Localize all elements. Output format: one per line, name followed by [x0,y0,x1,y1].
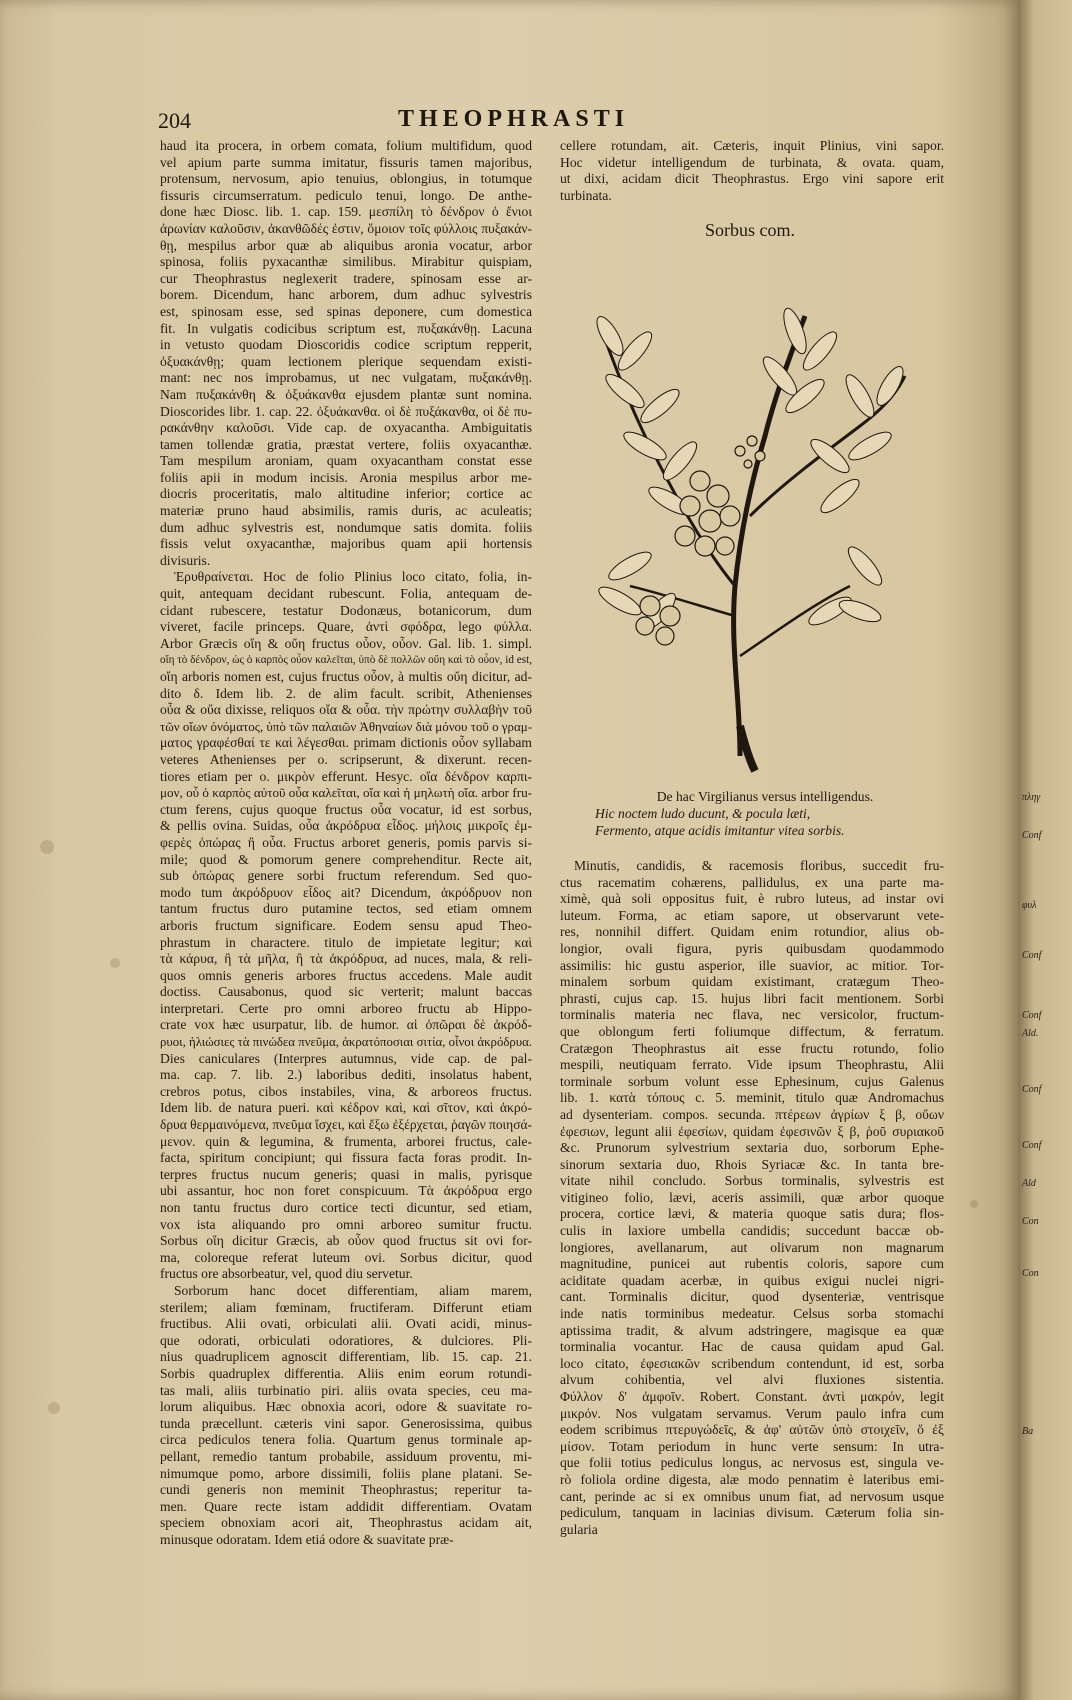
text-line: longior, ovali figura, pyris quibusdam quodammodo [560,940,944,956]
text-line: longiores, avellanarum, aut olivarum non magnarum [560,1239,944,1255]
text-line: foliis apii in modum incisis. Aronia mespilus arbor me- [160,469,532,485]
text-line: pediculum, tanquam in lacinias divisum. Cæterum folia sin- [560,1505,944,1521]
text-line: tunda præcellunt. cæteris vini sapor. Generosissima, quibus [160,1415,532,1431]
stain [110,958,120,968]
text-line: vitate nihil concludo. Sorbus torminalis, sylvestris est [560,1173,944,1189]
text-line: doctiss. Causabonus, quod sic verterit; malunt baccas [160,984,532,1000]
text-line: crebros potus, cibos instabiles, vina, & arboreos fructus. [160,1083,532,1099]
text-line: ματος γραφέσθαί τε καὶ λέγεσθαι. primam dictionis οὖον syllabam [160,735,532,751]
text-line: aciditate quadam acerbæ, in quibus exigui nuclei nigri- [560,1272,944,1288]
text-line: minusque odoratam. Idem etiá odore & suavitate præ- [160,1531,454,1547]
text-line: ma. cap. 7. lib. 2.) laboribus dediti, insolatus habent, [160,1067,532,1083]
text-line: borem. Dicendum, hanc arborem, dum adhuc sylvestris [160,287,532,303]
text-line: eodem scribimus πτερυγώδεῖς, & ἀφ' αὐτῶν ὑπὸ στοιχεῖν, ὅ ἐξ [560,1422,944,1438]
text-line: speciem obnoxiam acori ait, Theophrastus acidam ait, [160,1515,532,1531]
text-line: circa pediculos tenera folia. Quartum genus torminale ap- [160,1432,532,1448]
text-line: vel apium parte summa imitatur, fissuris tamen majoribus, [160,154,532,170]
text-line: tas mali, aliis turbinatio piri. aliis ovata species, ceu ma- [160,1382,532,1398]
text-line: divisuris. [160,552,211,568]
text-line: ad dysenteriam. compos. secunda. πτέρεων ἀγρίων ξ β, οὔων [560,1106,944,1122]
stain [48,1402,60,1414]
text-line: cidant rubescere, testatur Dodonæus, botanicorum, dum [160,602,532,618]
text-line: viveret, facile princeps. Quare, ἀντὶ σφόδρα, lego φύλλα. [160,619,532,635]
text-line: nius quadruplicem agnoscit differentiam, lib. 15. cap. 21. [160,1349,532,1365]
text-line: magnitudine, punicei aut rubentis coloris, sapore cum [560,1256,944,1272]
text-line: facta, spiritum concipiunt; qui fissura facta foras prodit. In- [160,1150,532,1166]
text-line: Ἐρυθραίνεται. Hoc de folio Plinius loco citato, folia, in- [174,569,532,585]
caption-verse-1: Hic noctem ludo ducunt, & pocula læti, [595,806,811,821]
text-line: tantum fructus duro putamine tectos, sed etiam omnem [160,901,532,917]
text-line: ubi assantur, hoc non foret conspicuum. Τὰ ἀκρόδρυα ergo [160,1183,532,1199]
text-line: Hoc videtur intelligendum de turbinata, & ovata. quam, [560,154,944,170]
text-line: rò foliola ordine digesta, alæ modo pennatim è lateribus emi- [560,1471,944,1487]
text-line: vitigineo folio, lævi, aceris assimili, quæ arbor quoque [560,1189,944,1205]
margin-fragment: Conf [1022,1140,1042,1151]
text-line: θῃ, mespilus arbor quæ ab aliquibus aronia vocatur, arbor [160,237,532,253]
text-line: terpres fructus nucum generis; quasi in malis, pyrisque [160,1166,532,1182]
margin-fragment: Conf [1022,1084,1042,1095]
margin-fragment: Ba [1022,1426,1034,1437]
text-line: Minutis, candidis, & racemosis floribus, succedit fru- [574,858,944,873]
text-line: & pellis ovina. Suidas, οὖα ἀκρόδρυα εἶδος. μήλοις μικροῖς ἐμ- [160,818,532,834]
text-line: Sorborum hanc docet differentiam, aliam marem, [174,1282,532,1298]
margin-fragment: Ald [1022,1178,1036,1189]
text-line: torminalis materia nec flava, nec versicolor, fructum- [560,1007,944,1023]
text-line: fructus ore absorbeatur, vel, quod diu servetur. [160,1266,413,1282]
text-line: assimilis: hic gustu asperior, ille suavior, ac mitior. Tor- [560,957,944,973]
margin-fragment: φυλ [1022,900,1037,911]
woodcut-figure [590,220,910,820]
text-line: sub ὀπώρας genere sorbi fructum referendum. Sed quo- [160,868,532,884]
caption-verse-2: Fermento, atque acidis imitantur vitea sorbis. [595,823,845,838]
margin-fragment: Conf [1022,1010,1042,1021]
text-line: ρυοι, ἡλιώσιες τὰ πινώδεα πνεῦμα, ἀκρατόποσιαι σιτία, οἶνοι ἀκρόδρυα. [160,1035,532,1050]
text-line: cur Theophrastus neglexerit tradere, spinosam esse ar- [160,270,532,286]
text-line: Sorbus οἴη dicitur Græcis, ab οὖον quod fructus sit ovi for- [160,1233,532,1249]
figure-caption [585,788,945,839]
text-line: men. Quare recte istam addidit differentiam. Ovatam [160,1498,532,1514]
text-line: ma, coloreque referat luteum ovi. Sorbus dicitur, quod [160,1249,532,1265]
text-line: aptissima tradit, & alvum adstringere, magisque ea quæ [560,1322,944,1338]
text-line: crate vox hæc usurpatur, lib. de humor. αἱ ὀπῶραι δὲ ἀκρόδ- [160,1017,532,1033]
running-title: THEOPHRASTI [398,106,630,132]
text-line: lib. 1. κατὰ τόπους c. 5. meminit, titulo quæ Andromachus [560,1090,944,1106]
text-line: gularia [560,1521,598,1537]
text-line: luteum. Forma, ac etiam sapore, ut observarunt vete- [560,907,944,923]
text-line: vox ista aliquando pro omni arboreo sumitur fructu. [160,1216,532,1232]
text-line: pellant, remedio tantum probabile, assiduum proventu, mi- [160,1448,532,1464]
stain [970,1200,978,1208]
text-line: diocris proceritatis, malo altitudine inferior; cortice ac [160,486,532,502]
text-line: tiores etiam per o. μικρὸν efferunt. Hesyc. οἴα δένδρον καρπι- [160,768,532,784]
text-line: loco citato, ἐφεσιακῶν scribendum contendunt, id est, sorba [560,1355,944,1371]
margin-fragment: πληγ [1022,792,1041,803]
text-line: tamen tollendæ gratia, præstat vertere, foliis oxyacanthæ. [160,436,532,452]
text-line: inde natis torminibus medeatur. Celsus sorba stomachi [560,1306,944,1322]
text-line: veteres Athenienses per o. scripserunt, & dixerunt. recen- [160,751,532,767]
text-line: arboris fructum significare. Eodem sensu apud Theo- [160,917,532,933]
figure-title: Sorbus com. [705,220,795,240]
text-line: culis in laxiore umbella candidis; succedunt baccæ ob- [560,1223,944,1239]
text-line: minalem sorbum quidam existimant, cratægum Theo- [560,974,944,990]
text-line: quos omnis generis arbores fructus accedens. Male audit [160,967,532,983]
text-line: Nam πυξακάνθη & ὀξυάκανθα ejusdem plantæ sunt nomina. [160,386,532,402]
text-line: μον, οὗ ὁ καρπὸς αὐτοῦ οὖα καλεῖται, οἴα καὶ ἡ μηλωτὴ οἴα. arbor fru- [160,785,532,801]
text-line: Idem lib. de natura pueri. καὶ κέδρον καὶ, καὶ σῖτον, καὶ ἀκρό- [160,1100,532,1116]
text-line: dum adhuc sylvestris est, nondumque satis domita. foliis [160,519,532,535]
text-line: sterilem; aliam fœminam, fructiferam. Differunt etiam [160,1299,532,1315]
text-line: ctum ferens, cujus quoque fructus οὖα vocatur, id est sorbus, [160,801,532,817]
text-line: Dioscorides libr. 1. cap. 22. ὀξυάκανθα. οἱ δὲ πυξάκανθα, οἱ δὲ πυ- [160,403,532,419]
text-line: quit, antequam decidant rubescunt. Folia, antequam de- [160,586,532,602]
text-line: ρακάνθην καλοῦσι. Vide cap. de oxyacantha. Ambiguitatis [160,420,532,436]
next-page-edge [1018,0,1072,1700]
text-line: Tam mespilum aroniam, quam oxyacantham constat esse [160,453,532,469]
text-line: protensum, nervosum, apio tenuius, oblongius, in totumque [160,171,532,187]
text-line: ximè, quà soli oppositus fuit, è rubro luteus, ad instar ovi [560,891,944,907]
text-line: modo tum ἀκρόδρυον εἶδος ait? Dicendum, ἀκρόδρυον non [160,884,532,900]
text-line: mant: nec nos improbamus, ut nec vulgatam, πυξακάνθῃ. [160,370,532,386]
text-line: mespili, neutiquam ferrato. Vide ipsum Theophrastu, Alii [560,1057,944,1073]
text-line: ἐφεσιων, legunt alii ἐφεσίων, quidam ἐφεσινῶν ξ β, ῥοῦ συριακοῦ [560,1123,944,1139]
text-line: δρυα θερμαινόμενα, πνεῦμα ἴσχει, καὶ ἔξω ἐξέρχεται, ῥαγῶν ποιησά- [160,1117,532,1133]
page-header [158,108,918,138]
text-line: μικρόν. Nos vulgatam servamus. Verum paulo infra cum [560,1405,944,1421]
text-line: mile; quod & pomorum genere comprehenditur. Recte ait, [160,851,532,867]
text-line: ὀξυακάνθῃ; quam lectionem plerique sequendam existi- [160,353,532,369]
text-line: ἀρωνίαν καλοῦσιν, ἀκανθῶδές ἐστιν, ὅμοιον τοῖς φύλλοις πυξακάν- [160,220,532,236]
text-line: procera, cortice lævi, & materia quoque satis dura; flos- [560,1206,944,1222]
text-line: phrasti, cujus cap. 15. hujus libri facit mentionem. Sorbi [560,990,944,1006]
text-line: fissis velut oxyacanthæ, majoribus quam apii hortensis [160,536,532,552]
text-line: τῶν οἴων ὀνόματος, ὑπὸ τῶν παλαιῶν Ἀθηναίων διὰ μόνου τοῦ ο γραμ- [160,718,533,734]
text-line: Cratægon Theophrastus ait esse fructu rotundo, folio [560,1040,944,1056]
page-number: 204 [158,108,191,133]
text-line: que odorati, orbiculati odoratiores, & dulciores. Pli- [160,1332,532,1348]
text-line: Φύλλον δ' ἀμφοῖν. Robert. Constant. ἀντὶ μακρόν, legit [560,1389,944,1404]
text-line: dito δ. Idem lib. 2. de alim facult. scribit, Athenienses [160,685,532,701]
text-line: phrastum in charactere. titulo de impietate legitur; καὶ [160,934,532,950]
text-line: ut dixi, acidam dicit Theophrastus. Ergo vini sapore erit [560,171,944,187]
text-line: non tantu fructus duro cortice tecti dicuntur, sed etiam, [160,1200,532,1215]
caption-heading: De hac Virgilianus versus intelligendus. [656,789,874,804]
text-line: torminalia vocantur. Hac de causa quidam apud Gal. [560,1339,944,1355]
text-line: οἴη arboris nomen est, cujus fructus οὖον, à multis οὔη dicitur, ad- [160,669,532,684]
text-line: οὖα & οὔα dixisse, reliquos οἴα & οὖα. τὴν πρώτην συλλαβὴν τοῦ [160,702,532,718]
stain [40,840,54,854]
text-line: torminale sorbum volunt esse Ephesinum, cujus Galenus [560,1073,944,1089]
text-line: que oblongum ferti foliumque diffectum, & ferratum. [560,1023,944,1039]
text-line: turbinata. [560,187,612,203]
text-line: lorum aliquibus. Hæc obnoxia acori, odore & suavitate ro- [160,1399,532,1415]
margin-fragment: Con [1022,1216,1039,1227]
text-line: cellere rotundam, ait. Cæteris, inquit Plinius, vini sapor. [560,138,944,153]
text-line: οἴη τὸ δένδρον, ὡς ὁ καρπὸς οὖον καλεῖται, ὑπὸ δὲ πολλῶν οὔη καὶ τὸ οὖον, id est, [160,654,532,667]
text-line: materiæ pruno haud absimilis, ramis duris, ac aculeatis; [160,503,532,519]
text-line: spinosa, foliis pyxacanthæ similibus. Mirabitur quispiam, [160,254,532,270]
text-line: sinorum sextaria duo, Rhois Syriacæ &c. In tanta bre- [560,1156,944,1172]
text-line: fissuris circumserratum. pediculo tenui, longo. De anthe- [160,187,532,203]
text-line: cundi generis non meminit Theophrastus; reperitur ta- [160,1482,532,1498]
text-line: cant. Torminalis dicitur, quod dysenteriæ, ventrisque [560,1289,944,1305]
text-line: fit. In vulgatis codicibus scriptum est, πυξακάνθῃ. Lacuna [160,320,532,336]
text-line: alvum cohibentia, vel alvi fluxiones sistentia. [560,1372,944,1388]
sorbus-woodcut-illustration [590,256,910,776]
text-line: est, spinosam esse, sed spinas deponere, cum domestica [160,303,532,319]
text-line: τὰ κάρυα, ἢ τὰ μῆλα, ἢ τὰ ἀκρόδρυα, ad nuces, mala, & reli- [160,951,532,967]
text-line: res, nonnihil differt. Quidam enim rotundior, alius ob- [560,924,944,940]
text-line: μενον. quin & legumina, & frumenta, arborei fructus, cale- [160,1133,532,1149]
text-line: cant, perinde ac si ex omnibus unum fiat, ad nervosum usque [560,1488,944,1504]
left-column [160,138,532,1548]
margin-fragment: Con [1022,1268,1039,1279]
text-line: done hæc Diosc. lib. 1. cap. 159. μεσπίλη τὸ δένδρον ὁ ἔνιοι [160,204,532,220]
right-column-top [560,138,944,204]
text-line: interpretari. Certe pro omni arboreo fructu ab Hippo- [160,1000,532,1016]
margin-fragment: Ald. [1022,1028,1039,1039]
text-line: in vetusto quodam Dioscoridis codice scriptum repperit, [160,337,532,353]
text-line: Arbor Græcis οἴη & οὔη fructus οὖον, οὖον. Gal. lib. 1. simpl. [160,635,532,651]
margin-fragment: Conf [1022,950,1042,961]
text-line: fructibus. Alii ovati, orbiculati alii. Ovati acidi, minus- [160,1316,532,1332]
text-line: &c. Prunorum sylvestrium sextaria duo, sorborum Ephe- [560,1140,944,1156]
text-line: μίσον. Totam periodum in hunc verte sensum: In utra- [560,1438,944,1454]
text-line: haud ita procera, in orbem comata, folium multifidum, quod [160,138,532,153]
text-line: Dies caniculares (Interpres autumnus, vide cap. de pal- [160,1050,532,1066]
text-line: φερὲς ὀπώρας ἢ οὖα. Fructus arboret generis, pomis parvis si- [160,834,532,850]
text-line: nimumque pomo, arbore dissimili, foliis plane platani. Se- [160,1465,532,1481]
text-line: Sorbis quadruplex differentia. Aliis enim eorum rotundi- [160,1365,532,1381]
text-line: ctus racematim cohærens, pallidulus, ex una parte ma- [560,874,944,890]
text-line: que folii totius pediculus longus, ac nervosus est, singula ve- [560,1455,944,1471]
margin-fragment: Conf [1022,830,1042,841]
right-column [560,858,944,1538]
